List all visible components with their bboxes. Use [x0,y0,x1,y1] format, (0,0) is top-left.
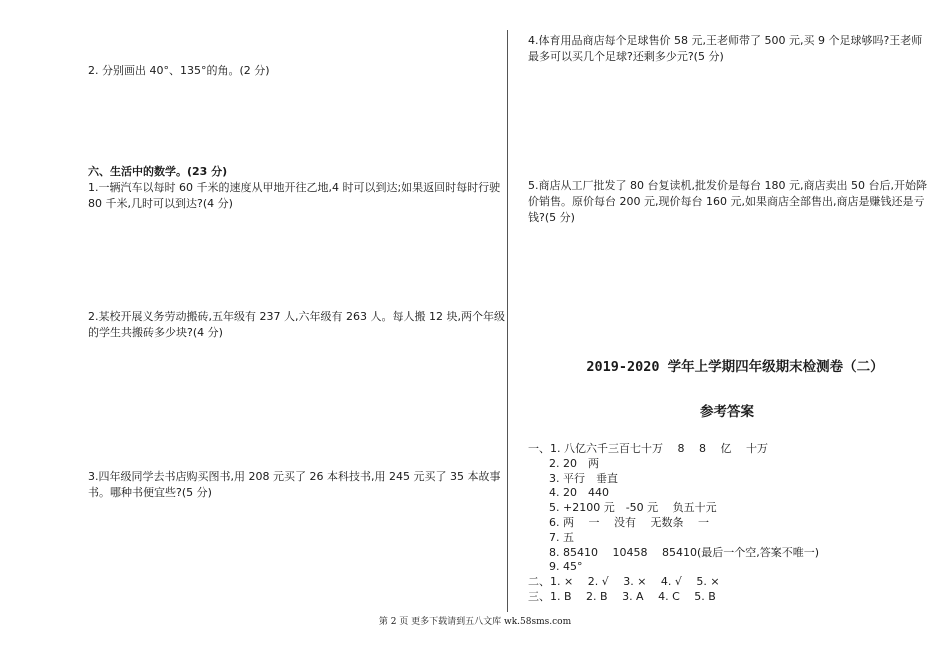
question-3-line-2: 书。哪种书便宜些?(5 分) [88,486,212,499]
section-heading: 六、生活中的数学。(23 分) [88,165,228,178]
page-footer: 第 2 页 更多下载请到五八文库 wk.58sms.com [378,617,572,627]
answer-line: 4. 20 440 [549,486,609,500]
question-5-line-1: 5.商店从工厂批发了 80 台复读机,批发价是每台 180 元,商店卖出 50 台后,开始降 [528,179,927,192]
answer-line: 二、1. × 2. √ 3. × 4. √ 5. × [528,575,720,589]
question-2-line-2: 的学生共搬砖多少块?(4 分) [88,326,223,339]
question-2-line-1: 2.某校开展义务劳动搬砖,五年级有 237 人,六年级有 263 人。每人搬 12 块,两个年级 [88,310,505,323]
question-3-line-1: 3.四年级同学去书店购买图书,用 208 元买了 26 本科技书,用 245 元买了 35 本故事 [88,470,501,483]
question-draw-angles [88,63,270,79]
section-6 [88,164,500,212]
answer-line: 7. 五 [549,530,574,544]
question-1-line-1: 1.一辆汽车以每时 60 千米的速度从甲地开往乙地,4 时可以到达;如果返回时每时行驶 [88,181,501,194]
answer-key-title: 参考答案 [700,404,754,420]
question-3 [88,469,500,501]
answer-line: 8. 85410 10458 85410(最后一个空,答案不唯一) [549,545,820,559]
question-5-line-2: 价销售。原价每台 200 元,现价每台 160 元,如果商店全部售出,商店是赚钱还是亏 [528,195,925,208]
question-text: 2. 分别画出 40°、135°的角。(2 分) [88,64,270,77]
question-4 [528,33,922,65]
answer-line: 9. 45° [549,560,583,574]
exam-title: 2019-2020 学年上学期四年级期末检测卷（二） [586,359,884,375]
column-divider [507,30,508,612]
answer-line: 2. 20 两 [549,456,599,470]
question-1-line-2: 80 千米,几时可以到达?(4 分) [88,197,233,210]
question-4-line-1: 4.体育用品商店每个足球售价 58 元,王老师带了 500 元,买 9 个足球够吗?王老师 [528,34,923,47]
answer-line: 3. 平行 垂直 [549,471,618,485]
question-4-line-2: 最多可以买几个足球?还剩多少元?(5 分) [528,50,724,63]
question-2 [88,309,505,341]
answer-line: 三、1. B 2. B 3. A 4. C 5. B [528,589,716,603]
answer-line: 6. 两 一 没有 无数条 一 [549,515,709,529]
answer-line: 5. +2100 元 -50 元 负五十元 [549,501,717,515]
answer-line: 一、1. 八亿六千三百七十万 8 8 亿 十万 [528,442,768,455]
question-5-line-3: 钱?(5 分) [528,211,575,224]
answer-key [528,442,819,605]
question-5 [528,178,927,226]
